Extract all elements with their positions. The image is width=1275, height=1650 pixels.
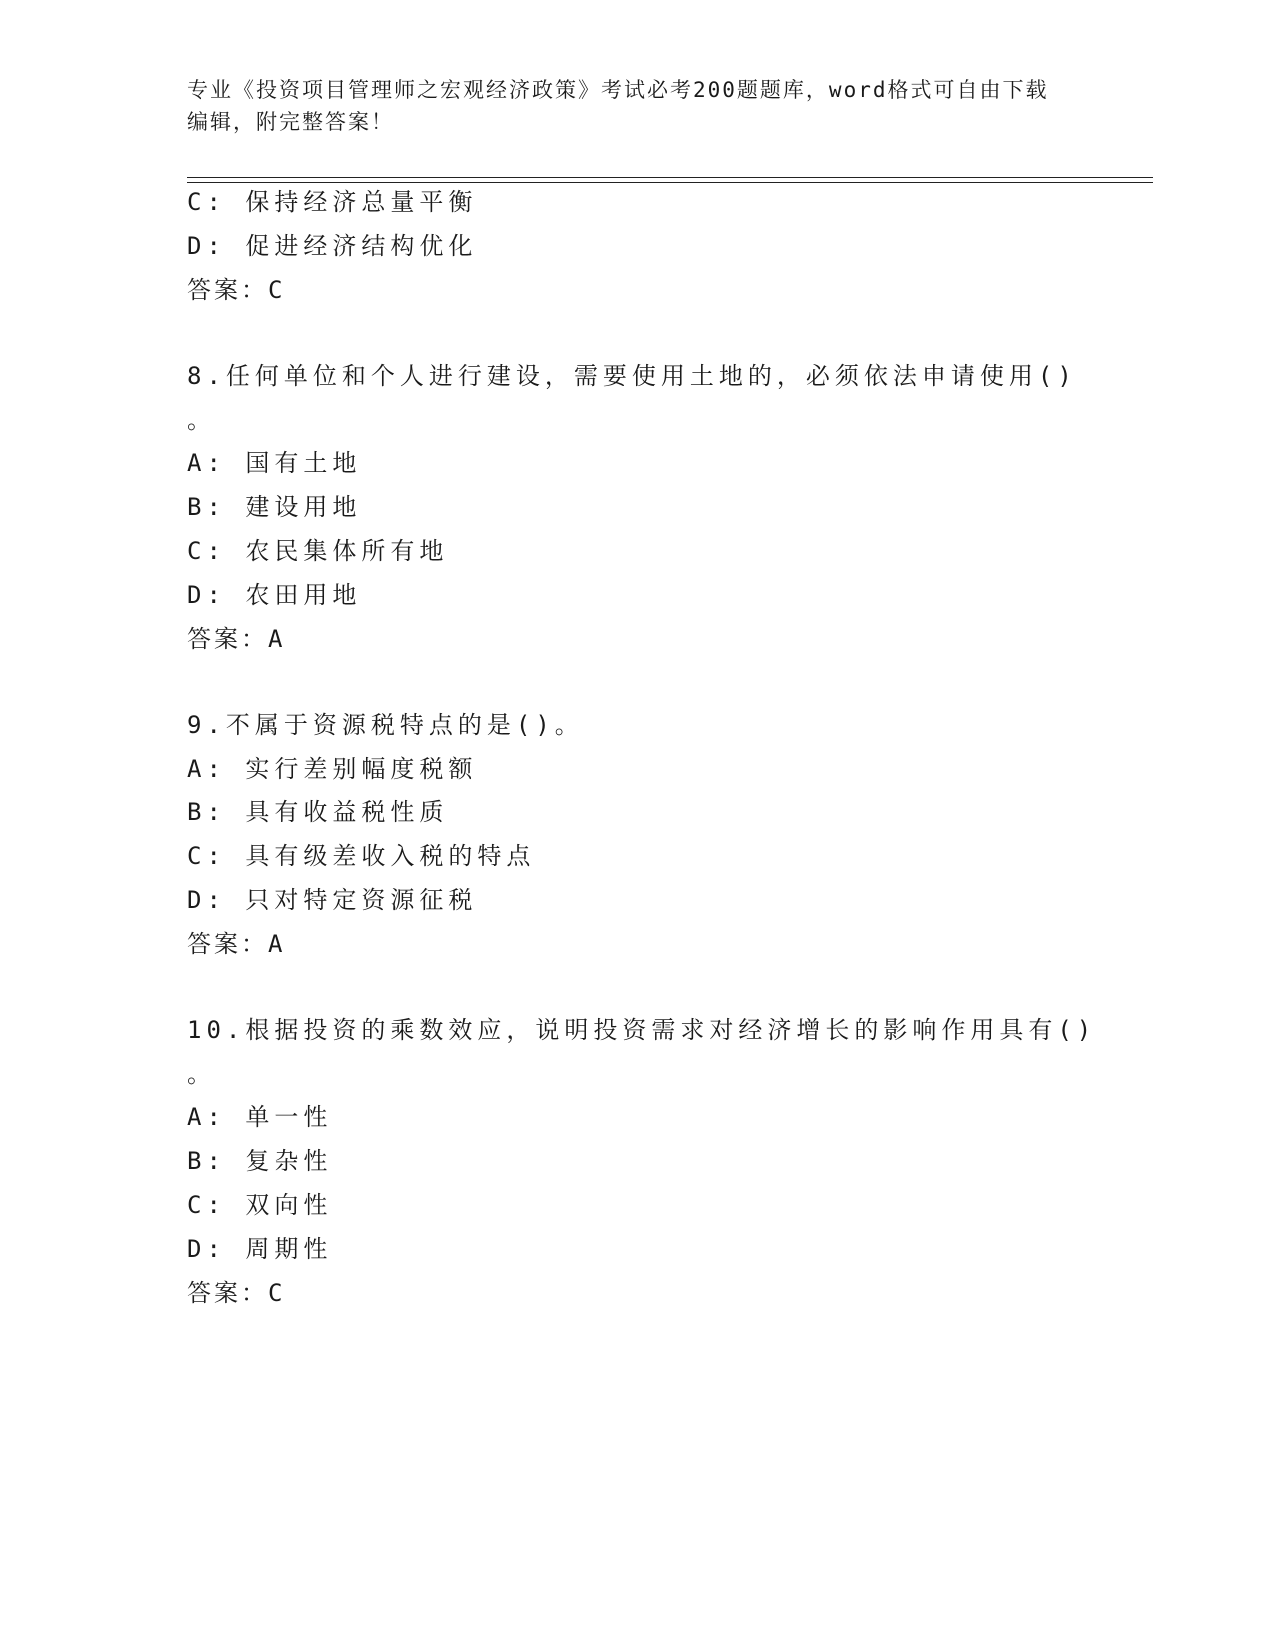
answer: 答案：A <box>187 930 286 958</box>
question-stem-continued: 。 <box>187 1060 216 1088</box>
option-d: D: 周期性 <box>187 1235 333 1263</box>
option-c: C: 农民集体所有地 <box>187 537 449 565</box>
option-a: A: 单一性 <box>187 1103 333 1131</box>
question-stem-continued: 。 <box>187 406 216 434</box>
header-divider-bottom <box>187 182 1153 183</box>
question-stem: 10.根据投资的乘数效应，说明投资需求对经济增长的影响作用具有() <box>187 1016 1097 1044</box>
document-header: 专业《投资项目管理师之宏观经济政策》考试必考200题题库，word格式可自由下载编辑，附完整答案！ <box>187 78 1049 134</box>
question-stem: 9.不属于资源税特点的是()。 <box>187 711 584 739</box>
question-stem: 8.任何单位和个人进行建设，需要使用土地的，必须依法申请使用() <box>187 362 1077 390</box>
option-b: B: 建设用地 <box>187 493 362 521</box>
answer: 答案：C <box>187 1279 286 1307</box>
header-divider-top <box>187 177 1153 178</box>
option-d: D: 促进经济结构优化 <box>187 232 478 260</box>
option-a: A: 国有土地 <box>187 449 362 477</box>
option-c: C: 保持经济总量平衡 <box>187 188 478 216</box>
answer: 答案：C <box>187 276 286 304</box>
option-d: D: 只对特定资源征税 <box>187 886 478 914</box>
answer: 答案：A <box>187 625 286 653</box>
option-c: C: 具有级差收入税的特点 <box>187 842 536 870</box>
option-b: B: 具有收益税性质 <box>187 798 449 826</box>
option-a: A: 实行差别幅度税额 <box>187 755 478 783</box>
option-c: C: 双向性 <box>187 1191 333 1219</box>
option-d: D: 农田用地 <box>187 581 362 609</box>
option-b: B: 复杂性 <box>187 1147 333 1175</box>
